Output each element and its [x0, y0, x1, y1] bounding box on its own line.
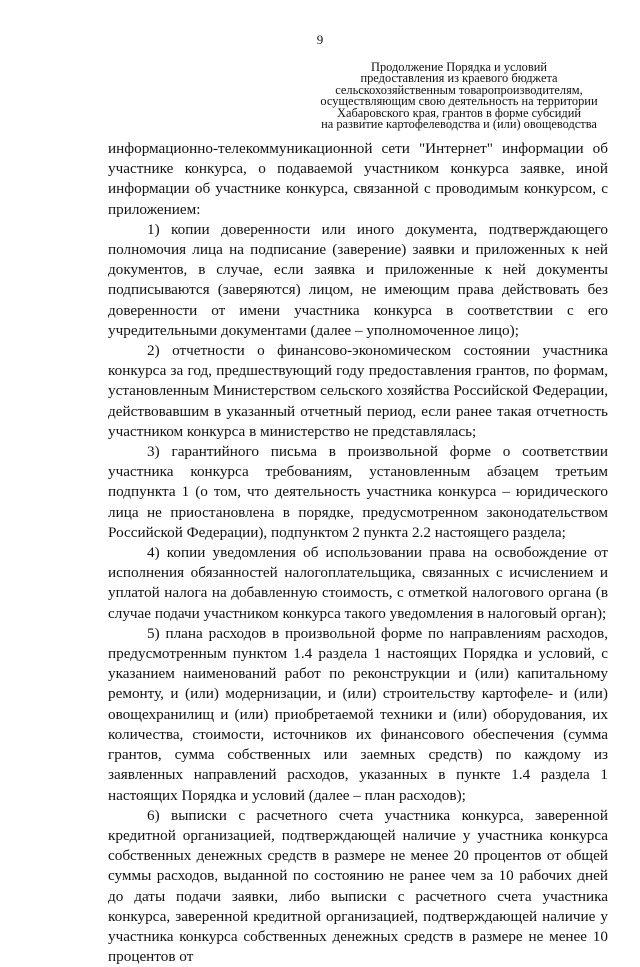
header-line: на развитие картофелеводства и (или) овощеводства [321, 117, 597, 132]
page-number: 9 [316, 32, 324, 47]
paragraph-item-2: 2) отчетности о финансово-экономическом состоянии участника конкурса за год, предшествующий году предоставления грантов, по формам, установленным Министерством сельского хозяйства Российской Федерации, действовавшим в указанный отчетный период, если ранее такая отчетность участником конкурса в министерство не представлялась; [108, 342, 608, 440]
header-line: Хабаровского края, грантов в форме субсидий [337, 105, 581, 120]
header-line: предоставления из краевого бюджета [360, 71, 558, 86]
paragraph-item-1: 1) копии доверенности или иного документа, подтверждающего полномочия лица на подписание (заверение) заявки и приложенных к ней документов, в случае, если заявка и приложенные к ней документы подписываются (заверяются) лицом, не имеющим права действовать без доверенности от имени участника конкурса в соответствии с его учредительными документами (далее – уполномоченное лицо); [108, 220, 608, 339]
paragraph-intro: информационно-телекоммуникационной сети "Интернет" информации об участнике конкурса, о подаваемой участником конкурса заявке, иной информации об участнике конкурса, связанной с проводимым конкурсом, с приложением: [108, 140, 608, 218]
document-body [108, 139, 608, 967]
header-line: сельскохозяйственным товаропроизводителям, [335, 82, 583, 97]
paragraph-item-5: 5) плана расходов в произвольной форме по направлениям расходов, предусмотренным пунктом 1.4 раздела 1 настоящих Порядка и условий, с указанием наименований работ по реконструкции и (или) капитальному ремонту, и (или) модернизации, и (или) строительству картофеле- и (или) овощехранилищ и (или) приобретаемой техники и (или) оборудования, их количества, стоимости, источников их финансового обеспечения (сумма грантов, сумма собственных или заемных средств) по каждому из заявленных направлений расходов, указанных в пункте 1.4 раздела 1 настоящих Порядка и условий (далее – план расходов); [108, 624, 608, 804]
paragraph-item-3: 3) гарантийного письма в произвольной форме о соответствии участника конкурса требованиям, установленным абзацем третьим подпункта 1 (о том, что деятельность участника конкурса – юридического лица не приостановлена в порядке, предусмотренном законодательством Российской Федерации), подпунктом 2 пункта 2.2 настоящего раздела; [108, 443, 608, 541]
paragraph-item-6: 6) выписки с расчетного счета участника конкурса, заверенной кредитной организацией, подтверждающей наличие у участника конкурса собственных денежных средств в размере не менее 20 процентов от общей суммы расходов, выданной по состоянию не ранее чем за 10 рабочих дней до даты подачи заявки, либо выписки с расчетного счета участника конкурса, заверенной кредитной организацией, подтверждающей наличие у участника конкурса собственных денежных средств в размере не менее 10 процентов от [108, 806, 608, 966]
header-line: осуществляющим свою деятельность на территории [320, 94, 598, 109]
paragraph-item-4: 4) копии уведомления об использовании права на освобождение от исполнения обязанностей налогоплательщика, связанных с исчислением и уплатой налога на добавленную стоимость, с отметкой налогового органа (в случае подачи участником конкурса такого уведомления в налоговый орган); [108, 544, 608, 622]
document-header [300, 62, 618, 130]
header-line: Продолжение Порядка и условий [371, 60, 547, 74]
